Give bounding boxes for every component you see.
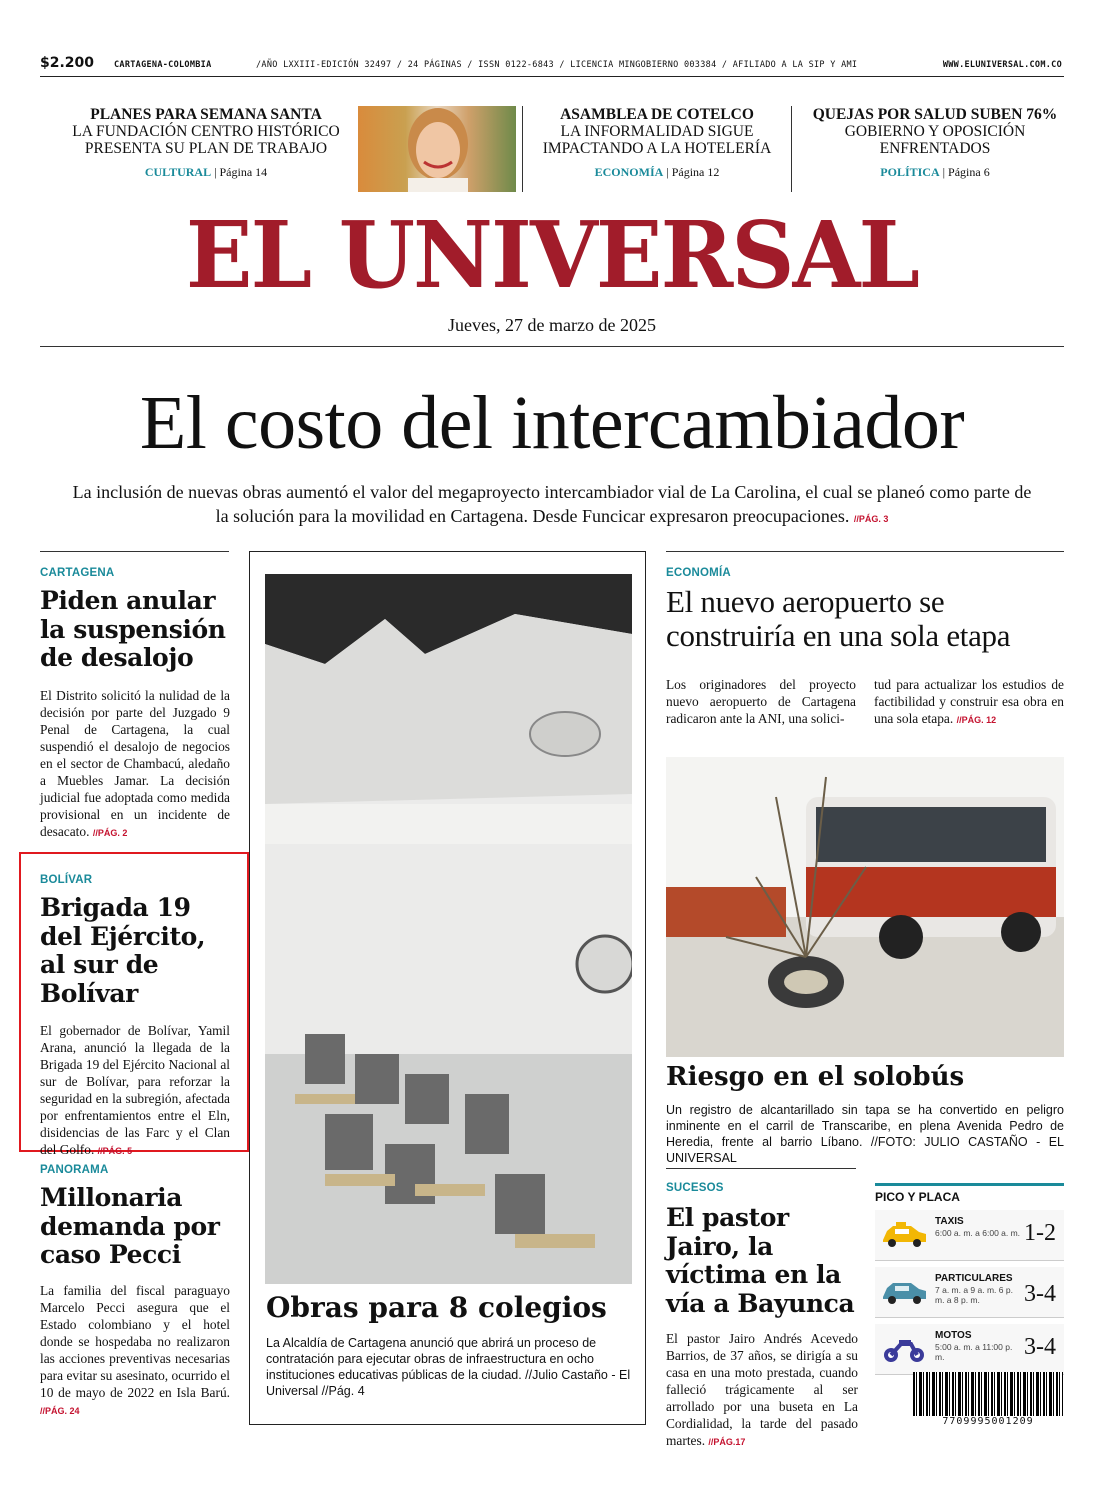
pico-y-placa-title: PICO Y PLACA [875, 1183, 1064, 1204]
teaser-subtitle: LA INFORMALIDAD SIGUE IMPACTANDO A LA HOTELERÍA [542, 123, 772, 157]
story-body: El Distrito solicitó la nulidad de la decisión por parte del Juzgado 9 Penal de Cartagena, la cual suspendió el desalojo de negocios en el sector de Chambacú, aledaño a Muebles Jamar. La decisión judicial fue adoptada como medida provisional en un incidente de desacato. //PÁG. 2 [40, 687, 230, 839]
top-info-bar [40, 55, 1064, 77]
story-economia[interactable] [666, 567, 1064, 653]
story-body-col2: tud para actualizar los estudios de factibilidad y construir esa obra en una sola etapa. //PÁG. 12 [874, 677, 1064, 726]
pyp-hours: 5:00 a. m. a 11:00 p. m. [935, 1342, 1013, 1362]
story-kicker: CARTAGENA [40, 567, 115, 579]
teaser-portrait-photo [358, 106, 516, 192]
center-headline[interactable]: Obras para 8 colegios [266, 1291, 607, 1324]
city-label: CARTAGENA-COLOMBIA [114, 60, 212, 70]
story-kicker: PANORAMA [40, 1164, 109, 1176]
story-body: La familia del fiscal paraguayo Marcelo Pecci asegura que el Estado colombiano y el hotel donde se hospedaba no realizaron las acciones preventivas necesarias para evitar su asesinato, ocurrido el 10 de mayo de 2022 en Isla Barú. //PÁG. 24 [40, 1282, 230, 1416]
teaser-section: POLÍTICA | Página 6 [880, 165, 990, 179]
pico-y-placa-box [875, 1183, 1064, 1375]
photo-credit: //FOTO: JULIO CASTAÑO - EL UNIVERSAL [666, 1135, 1064, 1165]
story-headline: Piden anular la suspensión de desalojo [40, 586, 226, 672]
taxi-icon [879, 1220, 929, 1254]
teaser-title: ASAMBLEA DE COTELCO [560, 106, 754, 123]
masthead-logo: EL UNIVERSAL [185, 201, 919, 309]
teaser-politica[interactable] [800, 106, 1070, 180]
story-cartagena[interactable] [40, 567, 230, 842]
teaser-cultural[interactable] [68, 106, 344, 180]
story-sucesos[interactable] [666, 1182, 858, 1451]
barcode-bars [913, 1372, 1063, 1416]
date-line: Jueves, 27 de marzo de 2025 [448, 315, 656, 335]
story-kicker: BOLÍVAR [40, 874, 93, 886]
pyp-row-particulares [875, 1267, 1064, 1318]
page-reference: //PÁG. 3 [853, 514, 889, 524]
story-headline: Brigada 19 del Ejército, al sur de Bolívar [40, 893, 206, 1008]
barcode-digits: 7709995001209 [942, 1416, 1034, 1427]
main-headline[interactable]: El costo del intercambiador [139, 381, 965, 465]
pyp-label: PARTICULARES [935, 1273, 1013, 1284]
story-body: El pastor Jairo Andrés Acevedo Barrios, de 37 años, se dirigía a su casa en una moto prestada, cuando falleció trágicamente al ser arrollado por una buseta en La Cordialidad, la tarde del pasado martes. //PÁG.17 [666, 1331, 858, 1448]
photo-story-headline[interactable]: Riesgo en el solobús [666, 1062, 965, 1092]
pyp-row-motos [875, 1324, 1064, 1375]
pyp-row-taxis [875, 1210, 1064, 1261]
story-bolivar[interactable] [40, 874, 230, 1160]
edition-info: /AÑO LXXIII-EDICIÓN 32497 / 24 PÁGINAS / ISSN 0122-6843 / LICENCIA MINGOBIERNO 003384 / AFILIADO A LA SIP Y AMI [256, 60, 858, 70]
story-body-col1: Los originadores del proyecto nuevo aeropuerto de Cartagena radicaron ante la ANI, una solici- [666, 677, 856, 726]
motorcycle-icon [879, 1334, 929, 1368]
website-link[interactable]: WWW.ELUNIVERSAL.COM.CO [942, 60, 1062, 70]
story-kicker: SUCESOS [666, 1182, 724, 1194]
pyp-hours: 6:00 a. m. a 6:00 a. m. [935, 1228, 1021, 1238]
story-kicker: ECONOMÍA [666, 567, 731, 579]
main-summary: La inclusión de nuevas obras aumentó el valor del megaproyecto intercambiador vial de La Carolina, el cual se planeó como parte de la solución para la movilidad en Cartagena. Desde Funcicar expresaron preocupaciones. //PÁG. 3 [72, 482, 1032, 526]
teaser-section: ECONOMÍA | Página 12 [594, 165, 720, 179]
pyp-label: TAXIS [935, 1216, 964, 1227]
teaser-subtitle: LA FUNDACIÓN CENTRO HISTÓRICO PRESENTA SU PLAN DE TRABAJO [72, 123, 340, 157]
teaser-section: CULTURAL | Página 14 [144, 165, 268, 179]
teaser-economia[interactable] [530, 106, 784, 180]
story-headline: El nuevo aeropuerto se construiría en una sola etapa [666, 584, 1011, 653]
pyp-plates: 3-4 [1024, 1281, 1056, 1307]
teaser-title: PLANES PARA SEMANA SANTA [90, 106, 322, 123]
teaser-title: QUEJAS POR SALUD SUBEN 76% [812, 106, 1058, 123]
price: $2.200 [40, 55, 95, 71]
solobus-photo[interactable] [666, 757, 1064, 1057]
pyp-plates: 3-4 [1024, 1334, 1056, 1360]
pyp-hours: 7 a. m. a 9 a. m. 6 p. m. a 8 p. m. [935, 1285, 1013, 1305]
pyp-label: MOTOS [935, 1330, 972, 1341]
classroom-photo[interactable] [265, 574, 632, 1284]
car-icon [879, 1277, 929, 1311]
barcode [913, 1372, 1063, 1428]
teaser-subtitle: GOBIERNO Y OPOSICIÓN ENFRENTADOS [844, 123, 1026, 157]
photo-story-caption: Un registro de alcantarillado sin tapa se ha convertido en peligro inminente en el carril de Transcaribe, en plena Avenida Pedro de Heredia, frente al barrio Líbano. //FOTO: JULIO CASTAÑO - EL UNIVERSAL [666, 1103, 1064, 1165]
story-headline: El pastor Jairo, la víctima en la vía a Bayunca [666, 1203, 855, 1318]
story-body: El gobernador de Bolívar, Yamil Arana, anunció la llegada de la Brigada 19 del Ejército Nacional al sur de Bolívar, para reforzar la seguridad en la subregión, afectada por enfrentamientos entre el Eln, disidencias de las Farc y el Clan del Golfo. //PÁG. 5 [40, 1023, 230, 1157]
story-headline: Millonaria demanda por caso Pecci [40, 1183, 220, 1269]
pyp-plates: 1-2 [1024, 1220, 1056, 1246]
story-panorama[interactable] [40, 1164, 230, 1420]
center-caption: La Alcaldía de Cartagena anunció que abrirá un proceso de contratación para ejecutar obras de infraestructura en ocho instituciones educativas públicas de la ciudad. //Julio Castaño - El Universal //Pág. 4 [266, 1336, 631, 1398]
